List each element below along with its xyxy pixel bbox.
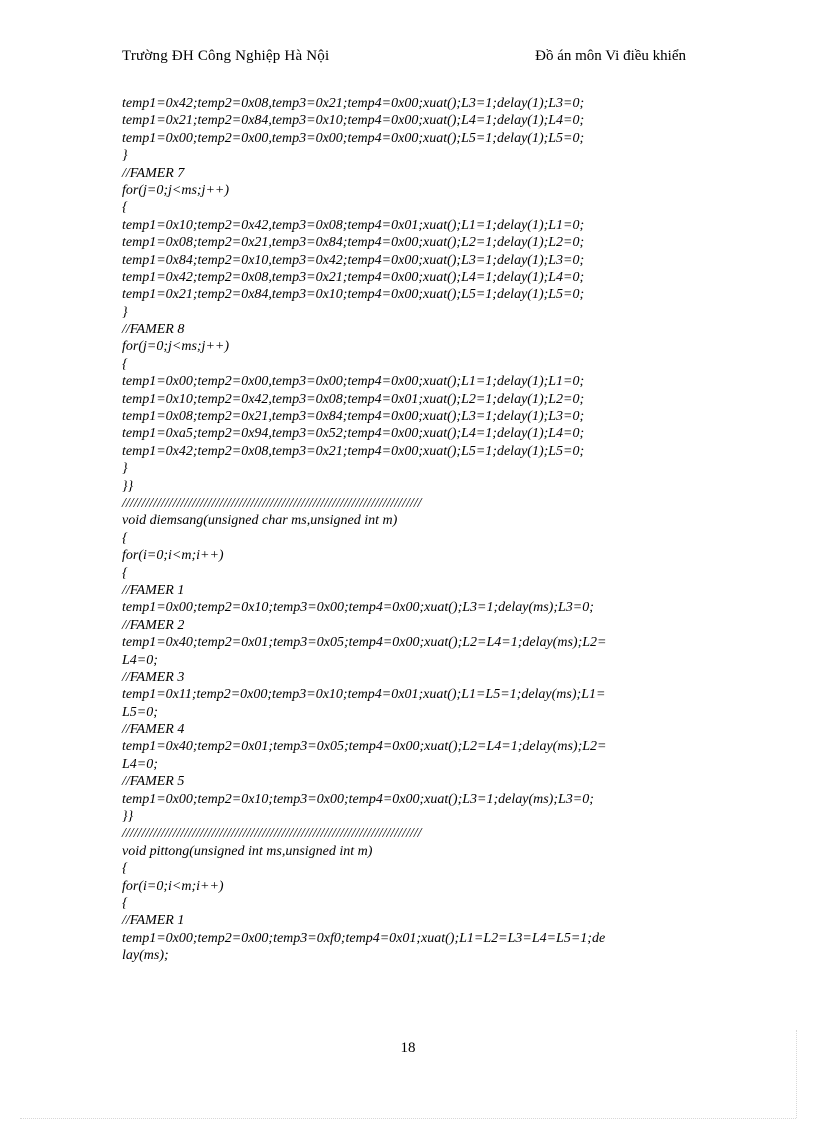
code-line: for(j=0;j<ms;j++) [122, 339, 230, 355]
code-line: //FAMER 5 [122, 774, 185, 790]
code-line: //FAMER 4 [122, 722, 185, 738]
code-line: temp1=0x08;temp2=0x21,temp3=0x84;temp4=0x00;xuat();L3=1;delay(1);L3=0; [122, 409, 585, 425]
code-line: ///////////////////////////////////////////////////////////////////////////// [122, 495, 422, 511]
code-line: temp1=0x00;temp2=0x00,temp3=0x00;temp4=0x00;xuat();L1=1;delay(1);L1=0; [122, 374, 585, 390]
code-line: { [122, 861, 128, 877]
code-line: temp1=0x00;temp2=0x10;temp3=0x00;temp4=0x00;xuat();L3=1;delay(ms);L3=0; [122, 600, 594, 616]
code-line: temp1=0x21;temp2=0x84,temp3=0x10;temp4=0x00;xuat();L5=1;delay(1);L5=0; [122, 287, 585, 303]
code-line: void pittong(unsigned int ms,unsigned int m) [122, 843, 373, 859]
page-number: 18 [400, 1040, 416, 1056]
code-line: //FAMER 8 [122, 322, 185, 338]
code-line: L4=0; [122, 756, 158, 772]
code-line: L5=0; [122, 704, 158, 720]
code-line: { [122, 565, 128, 581]
code-line: temp1=0x00;temp2=0x00,temp3=0x00;temp4=0x00;xuat();L5=1;delay(1);L5=0; [122, 130, 585, 146]
code-line: temp1=0x10;temp2=0x42,temp3=0x08;temp4=0x01;xuat();L1=1;delay(1);L1=0; [122, 217, 585, 233]
code-line: } [122, 461, 128, 477]
code-line: }} [122, 478, 134, 494]
code-listing [122, 95, 702, 965]
code-line: //FAMER 1 [122, 913, 185, 929]
code-line: } [122, 304, 128, 320]
header-course-title: Đồ án môn Vi điều khiển [535, 48, 686, 64]
code-line: temp1=0x08;temp2=0x21,temp3=0x84;temp4=0x00;xuat();L2=1;delay(1);L2=0; [122, 235, 585, 251]
code-line: { [122, 895, 128, 911]
code-line: temp1=0x40;temp2=0x01;temp3=0x05;temp4=0x00;xuat();L2=L4=1;delay(ms);L2= [122, 739, 607, 755]
code-line: temp1=0x10;temp2=0x42,temp3=0x08;temp4=0x01;xuat();L2=1;delay(1);L2=0; [122, 391, 585, 407]
code-line: { [122, 200, 128, 216]
header-university: Trường ĐH Công Nghiệp Hà Nội [122, 48, 330, 64]
code-line: for(j=0;j<ms;j++) [122, 182, 230, 198]
code-line: L4=0; [122, 652, 158, 668]
code-line: //FAMER 3 [122, 669, 185, 685]
code-line: temp1=0x00;temp2=0x00;temp3=0xf0;temp4=0x01;xuat();L1=L2=L3=L4=L5=1;de [122, 930, 606, 946]
code-line: void diemsang(unsigned char ms,unsigned int m) [122, 513, 398, 529]
code-line: temp1=0x00;temp2=0x10;temp3=0x00;temp4=0x00;xuat();L3=1;delay(ms);L3=0; [122, 791, 594, 807]
code-line: temp1=0x42;temp2=0x08,temp3=0x21;temp4=0x00;xuat();L4=1;delay(1);L4=0; [122, 269, 585, 285]
code-line: temp1=0x40;temp2=0x01;temp3=0x05;temp4=0x00;xuat();L2=L4=1;delay(ms);L2= [122, 635, 607, 651]
code-line: //FAMER 1 [122, 582, 185, 598]
code-line: temp1=0x21;temp2=0x84,temp3=0x10;temp4=0x00;xuat();L4=1;delay(1);L4=0; [122, 113, 585, 129]
code-line: { [122, 530, 128, 546]
code-line: for(i=0;i<m;i++) [122, 878, 224, 894]
code-line: temp1=0x42;temp2=0x08,temp3=0x21;temp4=0x00;xuat();L5=1;delay(1);L5=0; [122, 443, 585, 459]
code-line: }} [122, 809, 134, 825]
code-line: temp1=0x11;temp2=0x00;temp3=0x10;temp4=0x01;xuat();L1=L5=1;delay(ms);L1= [122, 687, 606, 703]
page-side-border [796, 1030, 797, 1118]
code-line: temp1=0xa5;temp2=0x94,temp3=0x52;temp4=0x00;xuat();L4=1;delay(1);L4=0; [122, 426, 585, 442]
code-line: temp1=0x42;temp2=0x08,temp3=0x21;temp4=0x00;xuat();L3=1;delay(1);L3=0; [122, 96, 585, 111]
page-bottom-border [20, 1118, 796, 1119]
code-line: } [122, 148, 128, 164]
page-header [122, 48, 686, 70]
code-line: ///////////////////////////////////////////////////////////////////////////// [122, 826, 422, 842]
code-line: //FAMER 7 [122, 165, 185, 181]
code-line: { [122, 356, 128, 372]
code-line: temp1=0x84;temp2=0x10,temp3=0x42;temp4=0x00;xuat();L3=1;delay(1);L3=0; [122, 252, 585, 268]
code-line: lay(ms); [122, 948, 169, 964]
code-line: for(i=0;i<m;i++) [122, 548, 224, 564]
code-line: //FAMER 2 [122, 617, 185, 633]
